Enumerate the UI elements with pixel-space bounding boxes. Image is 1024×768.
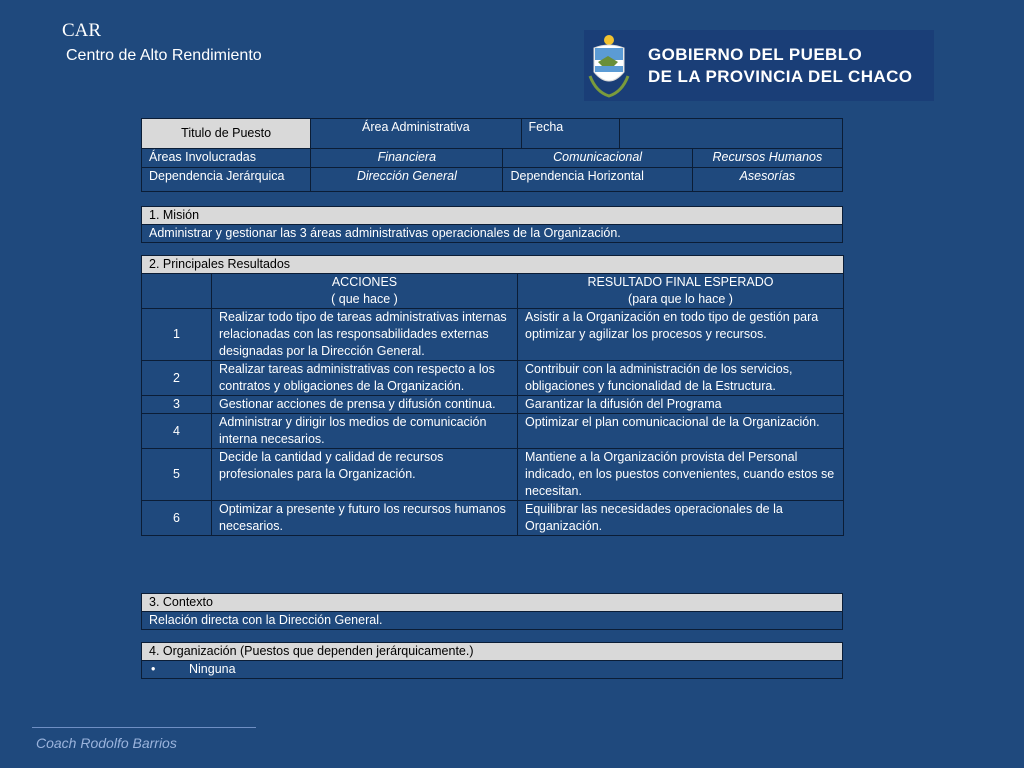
area-recursos-humanos: Recursos Humanos bbox=[692, 149, 842, 168]
government-logo bbox=[584, 30, 934, 101]
logo-line-1: GOBIERNO DEL PUEBLO bbox=[648, 44, 863, 64]
table-row bbox=[142, 501, 844, 536]
dependencia-jerarquica-label: Dependencia Jerárquica bbox=[142, 168, 311, 192]
footer-author: Coach Rodolfo Barrios bbox=[36, 735, 177, 751]
area-financiera: Financiera bbox=[311, 149, 503, 168]
row-resultado: Equilibrar las necesidades operacionales de la Organización. bbox=[518, 501, 844, 536]
table-row bbox=[142, 414, 844, 449]
area-comunicacional: Comunicacional bbox=[503, 149, 692, 168]
titulo-puesto-value: Área Administrativa bbox=[311, 119, 521, 149]
row-number: 4 bbox=[142, 414, 212, 449]
mision-heading: 1. Misión bbox=[142, 207, 843, 225]
col-acciones-label: ACCIONES bbox=[331, 275, 398, 289]
col-acciones-sub: ( que hace ) bbox=[331, 292, 398, 306]
row-number: 3 bbox=[142, 396, 212, 414]
organizacion-heading: 4. Organización (Puestos que dependen jerárquicamente.) bbox=[142, 643, 843, 661]
row-accion: Realizar todo tipo de tareas administrativas internas relacionadas con las responsabilidades externas designadas por la Dirección General. bbox=[212, 309, 518, 361]
contexto-text: Relación directa con la Dirección General. bbox=[142, 612, 843, 630]
fecha-value bbox=[619, 119, 842, 149]
col-resultado-label: RESULTADO FINAL ESPERADO bbox=[587, 275, 774, 289]
fecha-label: Fecha bbox=[521, 119, 619, 149]
row-accion: Optimizar a presente y futuro los recursos humanos necesarios. bbox=[212, 501, 518, 536]
row-number: 1 bbox=[142, 309, 212, 361]
row-resultado: Mantiene a la Organización provista del Personal indicado, en los puestos convenientes, cuando estos se necesitan. bbox=[518, 449, 844, 501]
resultados-heading: 2. Principales Resultados bbox=[142, 256, 844, 274]
row-resultado: Contribuir con la administración de los servicios, obligaciones y funcionalidad de la Estructura. bbox=[518, 361, 844, 396]
row-resultado: Garantizar la difusión del Programa bbox=[518, 396, 844, 414]
row-accion: Administrar y dirigir los medios de comunicación interna necesarios. bbox=[212, 414, 518, 449]
puesto-table bbox=[141, 118, 843, 192]
bullet: • bbox=[151, 662, 156, 676]
titulo-puesto-label: Titulo de Puesto bbox=[142, 119, 311, 149]
col-resultado-sub: (para que lo hace ) bbox=[628, 292, 733, 306]
footer-divider bbox=[32, 727, 256, 728]
dependencia-horizontal-value: Asesorías bbox=[692, 168, 842, 192]
col-acciones-header bbox=[212, 274, 518, 309]
row-accion: Realizar tareas administrativas con respecto a los contratos y obligaciones de la Organización. bbox=[212, 361, 518, 396]
table-row bbox=[142, 309, 844, 361]
organizacion-item-text: Ninguna bbox=[189, 662, 236, 676]
row-number: 6 bbox=[142, 501, 212, 536]
mision-text: Administrar y gestionar las 3 áreas administrativas operacionales de la Organización. bbox=[142, 225, 843, 243]
header-subtitle: Centro de Alto Rendimiento bbox=[66, 47, 262, 64]
resultados-table bbox=[141, 255, 844, 536]
table-row bbox=[142, 361, 844, 396]
table-row bbox=[142, 396, 844, 414]
row-accion: Decide la cantidad y calidad de recursos profesionales para la Organización. bbox=[212, 449, 518, 501]
header-title: CAR bbox=[62, 20, 102, 41]
mision-table bbox=[141, 206, 843, 243]
coat-of-arms-icon bbox=[586, 32, 632, 100]
areas-involucradas-label: Áreas Involucradas bbox=[142, 149, 311, 168]
organizacion-item bbox=[142, 661, 843, 679]
table-row bbox=[142, 449, 844, 501]
dependencia-jerarquica-value: Dirección General bbox=[311, 168, 503, 192]
row-accion: Gestionar acciones de prensa y difusión continua. bbox=[212, 396, 518, 414]
organizacion-table bbox=[141, 642, 843, 679]
contexto-table bbox=[141, 593, 843, 630]
row-resultado: Optimizar el plan comunicacional de la Organización. bbox=[518, 414, 844, 449]
row-resultado: Asistir a la Organización en todo tipo de gestión para optimizar y agilizar los procesos y recursos. bbox=[518, 309, 844, 361]
row-number: 2 bbox=[142, 361, 212, 396]
logo-line-2: DE LA PROVINCIA DEL CHACO bbox=[648, 66, 913, 86]
col-resultado-header bbox=[518, 274, 844, 309]
row-number: 5 bbox=[142, 449, 212, 501]
contexto-heading: 3. Contexto bbox=[142, 594, 843, 612]
dependencia-horizontal-label: Dependencia Horizontal bbox=[503, 168, 692, 192]
